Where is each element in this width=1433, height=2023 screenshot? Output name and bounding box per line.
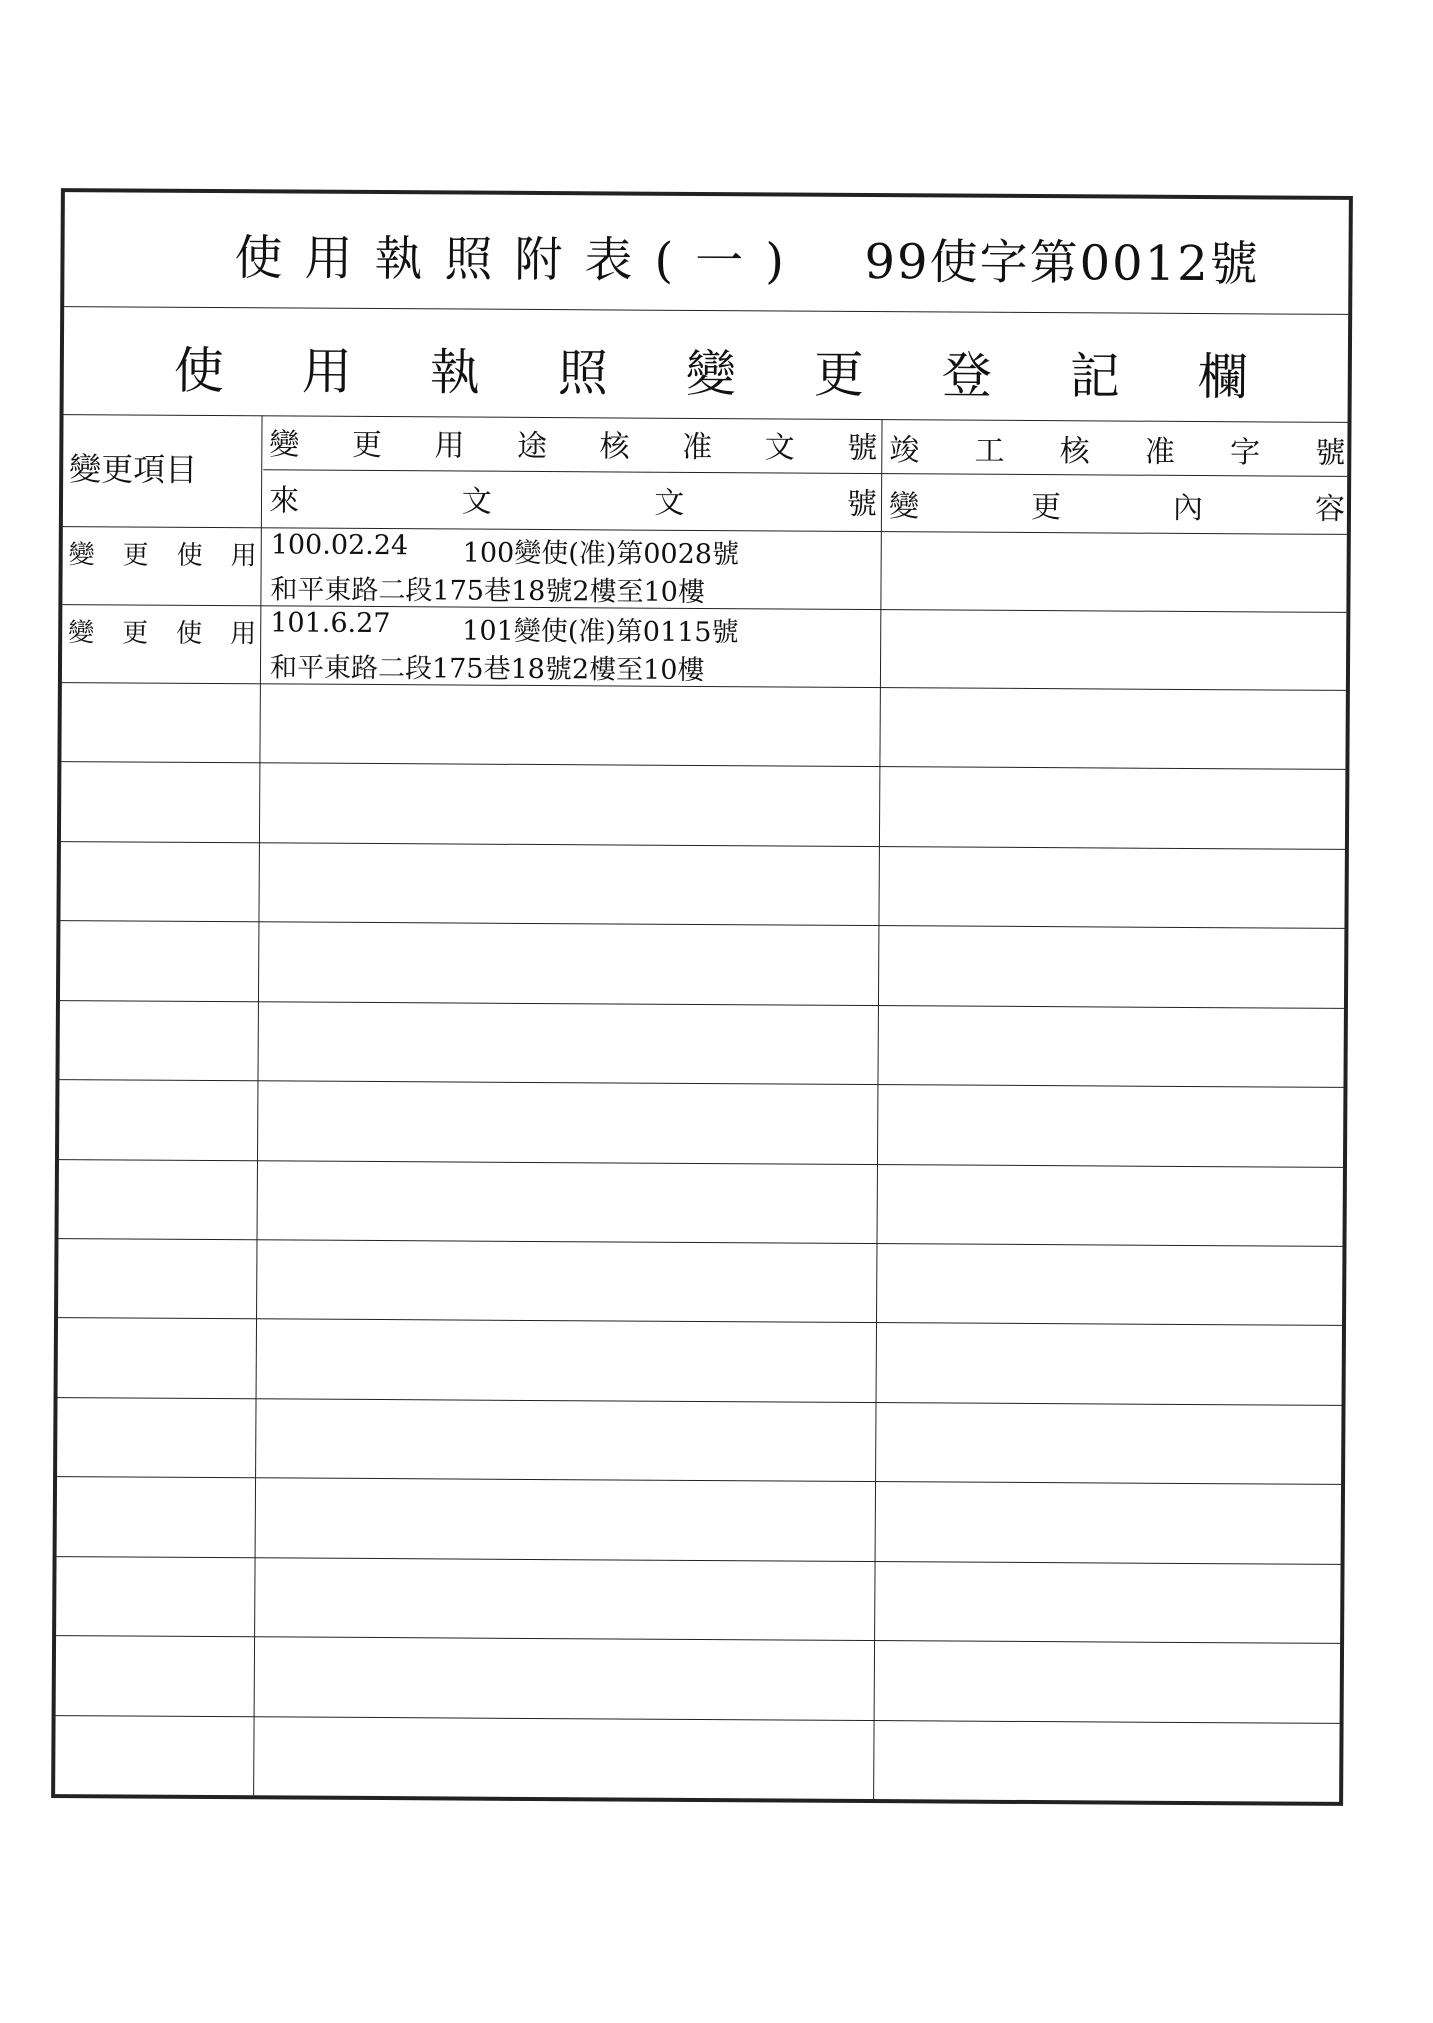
section-title-char: 登 (941, 346, 992, 405)
section-title-char: 變 (685, 344, 736, 404)
section-title (64, 330, 1348, 410)
section-title-char: 更 (813, 345, 864, 404)
empty-row-divider (61, 841, 1345, 850)
title-row (64, 192, 1349, 314)
column-headers (63, 414, 1348, 534)
empty-row-divider (57, 1476, 1341, 1485)
section-title-char: 執 (429, 343, 480, 402)
empty-row-divider (61, 761, 1345, 770)
entry-date: 100.02.24 (270, 529, 409, 562)
empty-row-divider (59, 1079, 1343, 1088)
form-title: 使用執照附表(一) (234, 230, 807, 290)
header-change-item: 變更項目 (69, 450, 198, 489)
change-item: 變 更 使 用 (68, 540, 257, 572)
subtitle-row (64, 306, 1349, 422)
entry-date: 101.6.27 (270, 607, 391, 640)
entry-doc-no: 100變使(准)第0028號 (462, 537, 740, 571)
entry-address: 和平東路二段175巷18號2樓至10樓 (269, 652, 705, 687)
header-completion-approval-no: 竣 工 核 准 字 號 (889, 433, 1346, 471)
empty-row-divider (59, 1238, 1343, 1247)
table-row (62, 526, 1346, 612)
empty-row-divider (59, 1159, 1343, 1168)
empty-row-divider (56, 1635, 1340, 1644)
section-title-char: 記 (1069, 347, 1120, 406)
entry-address: 和平東路二段175巷18號2樓至10樓 (270, 574, 706, 609)
section-title-char: 使 (173, 341, 224, 401)
permit-number: 99使字第0012號 (864, 233, 1260, 293)
empty-row-divider (58, 1317, 1342, 1326)
entry-doc-no: 101變使(准)第0115號 (462, 615, 739, 649)
empty-row-divider (58, 1397, 1342, 1406)
change-item: 變 更 使 用 (68, 618, 257, 650)
header-approval-doc-no: 變 更 用 途 核 准 文 號 (269, 427, 878, 467)
header-change-content: 變 更 內 容 (888, 489, 1346, 527)
section-title-char: 欄 (1197, 348, 1248, 407)
empty-row-divider (60, 1000, 1344, 1009)
section-title-char: 照 (557, 344, 608, 403)
section-title-char: 用 (301, 342, 352, 401)
empty-row-divider (57, 1556, 1341, 1565)
empty-row-divider (60, 920, 1344, 929)
header-incoming-doc-no: 來 文 文 號 (268, 483, 878, 523)
empty-row-divider (56, 1715, 1340, 1724)
usage-permit-form (51, 188, 1353, 1806)
table-row (62, 604, 1346, 690)
